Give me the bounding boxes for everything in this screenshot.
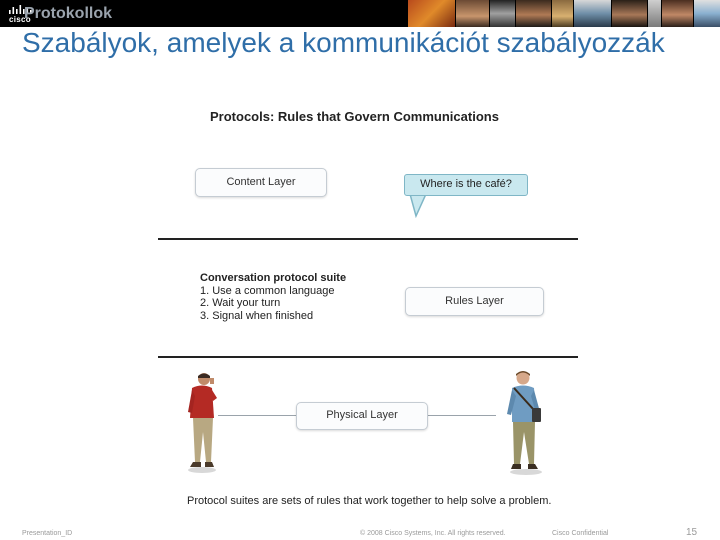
- protocol-figure: [150, 100, 590, 520]
- physical-layer-label: Physical Layer: [326, 409, 398, 421]
- banner-photo-7: [612, 0, 648, 27]
- divider-bottom: [158, 356, 578, 358]
- photo-strip: [408, 0, 720, 27]
- footer-presentation-id: Presentation_ID: [22, 530, 73, 537]
- connector-left: [218, 415, 296, 416]
- figure-caption: Protocol suites are sets of rules that work together to help solve a problem.: [187, 495, 552, 507]
- page-number: 15: [686, 527, 698, 538]
- speech-bubble-text: Where is the café?: [420, 178, 512, 190]
- conversation-protocol-suite: [200, 272, 346, 322]
- suite-item: 3. Signal when finished: [200, 309, 314, 322]
- footer-copyright: © 2008 Cisco Systems, Inc. All rights reserved.: [360, 530, 506, 537]
- banner-photo-1: [408, 0, 456, 27]
- top-banner: [0, 0, 720, 27]
- banner-photo-3: [490, 0, 516, 27]
- physical-layer-box: [296, 402, 428, 430]
- banner-photo-6: [574, 0, 612, 27]
- section-title: Protokollok: [24, 5, 113, 22]
- suite-title: Conversation protocol suite: [200, 272, 347, 284]
- footer-confidential: Cisco Confidential: [552, 530, 609, 537]
- rules-layer-box: [405, 287, 544, 316]
- divider-top: [158, 238, 578, 240]
- suite-item: 1. Use a common language: [200, 284, 335, 297]
- banner-photo-4: [516, 0, 552, 27]
- banner-photo-9: [662, 0, 694, 27]
- person-right-illustration: [504, 370, 550, 476]
- person-left-illustration: [184, 372, 222, 474]
- content-layer-label: Content Layer: [226, 176, 296, 188]
- speech-bubble-tail-icon: [408, 194, 428, 218]
- content-layer-box: [195, 168, 327, 197]
- banner-photo-10: [694, 0, 720, 27]
- suite-item: 2. Wait your turn: [200, 297, 281, 309]
- banner-photo-8: [648, 0, 662, 27]
- banner-photo-2: [456, 0, 490, 27]
- rules-layer-label: Rules Layer: [445, 295, 504, 307]
- cisco-logo-text: cisco: [9, 15, 31, 24]
- slide-title: Szabályok, amelyek a kommunikációt szabályozzák: [22, 27, 665, 58]
- figure-heading: Protocols: Rules that Govern Communications: [210, 109, 499, 124]
- speech-bubble: [404, 174, 528, 196]
- banner-photo-5: [552, 0, 574, 27]
- connector-right: [428, 415, 496, 416]
